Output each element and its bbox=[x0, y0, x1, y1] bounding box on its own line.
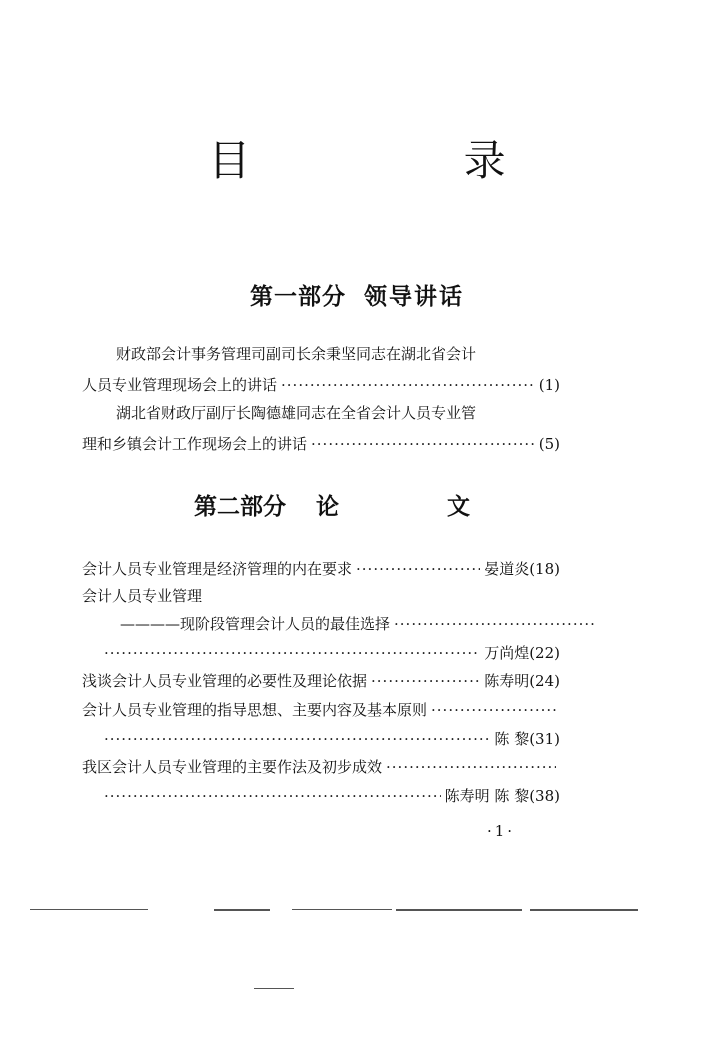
leader-dots bbox=[394, 612, 594, 636]
author: 晏道炎 bbox=[484, 560, 530, 578]
toc-entry-5: 浅谈会计人员专业管理的必要性及理论依据 ····· 陈寿明 (24) bbox=[82, 669, 560, 693]
page-ref: (22) bbox=[529, 644, 560, 662]
toc-entry-4-line2: ————现阶段管理会计人员的最佳选择 ····· bbox=[82, 612, 598, 636]
scan-rule bbox=[530, 909, 638, 911]
toc-entry-2-line2: 理和乡镇会计工作现场会上的讲话 ····· (5) bbox=[82, 432, 560, 456]
part1-topic: 领导讲话 bbox=[364, 284, 464, 310]
leader-dots bbox=[356, 557, 480, 581]
leader-dots bbox=[104, 727, 490, 751]
toc-entry-2-line1: 湖北省财政厅副厅长陶德雄同志在全省会计人员专业管 bbox=[116, 404, 477, 422]
leader-dots bbox=[371, 669, 480, 693]
part2-topic: 论 文 bbox=[315, 494, 520, 520]
page-ref: (31) bbox=[529, 730, 560, 748]
page-ref: (38) bbox=[529, 787, 560, 805]
section-heading-part1 bbox=[0, 278, 714, 311]
page-number: ·1· bbox=[487, 822, 516, 840]
leader-dots bbox=[104, 784, 441, 808]
leader-dots bbox=[431, 698, 556, 722]
page-ref: (24) bbox=[529, 672, 560, 690]
page-ref: (1) bbox=[538, 376, 560, 394]
page-title: 目 录 bbox=[208, 136, 606, 185]
scan-rule bbox=[214, 909, 270, 911]
toc-entry-7-line2 bbox=[82, 784, 560, 808]
author: 陈寿明 陈 黎 bbox=[444, 787, 530, 805]
leader-dots bbox=[104, 641, 480, 665]
leader-dots bbox=[386, 755, 556, 779]
toc-entry-4-line1: 会计人员专业管理 bbox=[82, 587, 203, 605]
toc-entry-4-line3 bbox=[82, 641, 560, 665]
section-heading-part2 bbox=[0, 488, 714, 521]
scan-rule bbox=[292, 909, 392, 910]
author: 陈 黎 bbox=[494, 730, 530, 748]
leader-dots bbox=[281, 373, 535, 397]
toc-entry-1-line2: 人员专业管理现场会上的讲话 ····· (1) bbox=[82, 373, 560, 397]
toc-entry-3: 会计人员专业管理是经济管理的内在要求 ····· 晏道炎 (18) bbox=[82, 557, 560, 581]
page-ref: (18) bbox=[529, 560, 560, 578]
toc-entry-6-line1: 会计人员专业管理的指导思想、主要内容及基本原则 ····· bbox=[82, 698, 560, 722]
scan-rule bbox=[254, 988, 294, 989]
page-ref: (5) bbox=[538, 435, 560, 453]
author: 万尚煌 bbox=[484, 644, 530, 662]
scan-rule bbox=[30, 909, 148, 910]
author: 陈寿明 bbox=[484, 672, 530, 690]
part1-label: 第一部分 bbox=[250, 284, 346, 310]
scan-rule bbox=[396, 909, 522, 911]
leader-dots bbox=[311, 432, 535, 456]
toc-entry-7-line1: 我区会计人员专业管理的主要作法及初步成效 ····· bbox=[82, 755, 560, 779]
toc-entry-1-line1: 财政部会计事务管理司副司长余秉坚同志在湖北省会计 bbox=[116, 345, 477, 363]
toc-entry-6-line2 bbox=[82, 727, 560, 751]
part2-label: 第二部分 bbox=[193, 494, 286, 520]
